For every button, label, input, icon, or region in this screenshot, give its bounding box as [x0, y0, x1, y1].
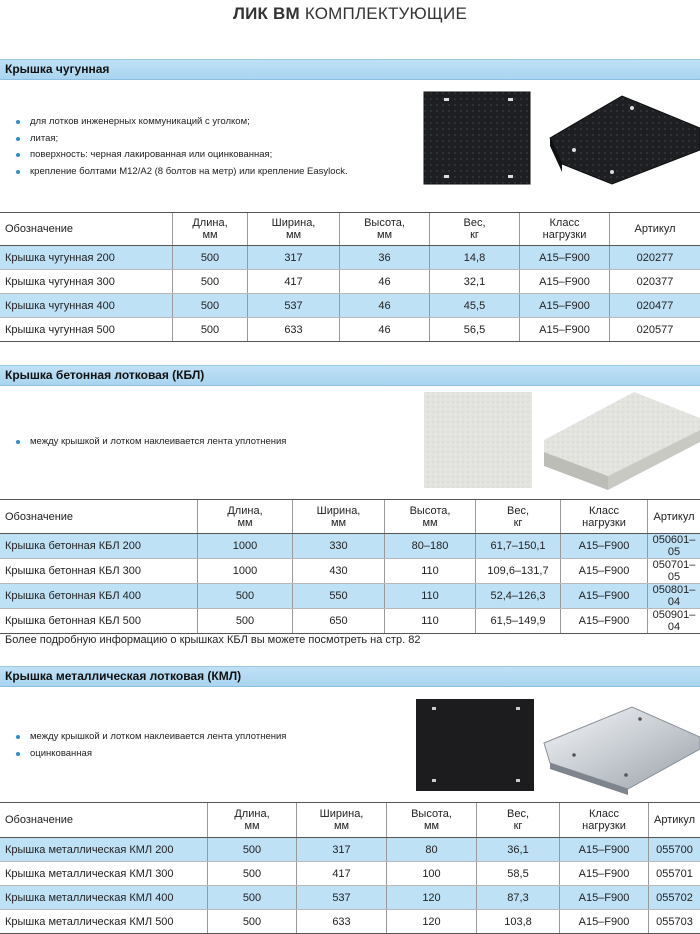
cell: 80 [387, 838, 477, 862]
cast-iron-cover-image [422, 90, 700, 186]
section-cast-iron-header [0, 59, 700, 80]
concrete-cover-image [422, 390, 700, 492]
cell: Крышка металлическая КМЛ 300 [0, 862, 208, 886]
col-header: Вес, кг [430, 213, 520, 246]
section-title: Крышка бетонная лотковая (КБЛ) [0, 365, 700, 386]
cell: 500 [208, 838, 297, 862]
cell: 330 [293, 534, 385, 559]
cell: 110 [385, 559, 476, 584]
cell: A15–F900 [520, 318, 610, 342]
col-header: Обозначение [0, 803, 208, 838]
cell: 500 [173, 246, 248, 270]
cell: 58,5 [477, 862, 560, 886]
cell: 56,5 [430, 318, 520, 342]
cell: 050701–05 [648, 559, 700, 584]
cell: 46 [340, 318, 430, 342]
cell: Крышка чугунная 300 [0, 270, 173, 294]
table-row [0, 584, 700, 609]
cell: 500 [173, 318, 248, 342]
page-title [0, 4, 700, 24]
cell: 120 [387, 910, 477, 934]
section-title: Крышка металлическая лотковая (КМЛ) [0, 666, 700, 687]
cell: 055700 [649, 838, 700, 862]
section-title: Крышка чугунная [0, 59, 700, 80]
bullet-item: для лотков инженерных коммуникаций с уголком; [16, 114, 348, 131]
cell: 110 [385, 584, 476, 609]
cell: 500 [208, 910, 297, 934]
bullet-list-concrete [16, 434, 286, 451]
table-row [0, 534, 700, 559]
cell: 020377 [610, 270, 700, 294]
cell: 120 [387, 886, 477, 910]
cell: Крышка металлическая КМЛ 400 [0, 886, 208, 910]
cell: 537 [297, 886, 387, 910]
bullet-item: оцинкованная [16, 746, 286, 763]
cell: A15–F900 [561, 584, 648, 609]
table-row [0, 838, 700, 862]
col-header: Артикул [610, 213, 700, 246]
cell: A15–F900 [561, 534, 648, 559]
col-header: Ширина, мм [297, 803, 387, 838]
table-row [0, 559, 700, 584]
cell: Крышка чугунная 200 [0, 246, 173, 270]
cell: 500 [173, 294, 248, 318]
table-header-row [0, 500, 700, 534]
cell: 32,1 [430, 270, 520, 294]
cell: 61,7–150,1 [476, 534, 561, 559]
concrete-spec-table [0, 499, 700, 634]
table-row [0, 270, 700, 294]
cell: 110 [385, 609, 476, 634]
table-row [0, 886, 700, 910]
cell: 417 [248, 270, 340, 294]
col-header: Ширина, мм [293, 500, 385, 534]
cell: 550 [293, 584, 385, 609]
col-header: Длина, мм [198, 500, 293, 534]
cell: A15–F900 [560, 838, 649, 862]
cell: 36,1 [477, 838, 560, 862]
cell: 417 [297, 862, 387, 886]
col-header: Обозначение [0, 500, 198, 534]
kbl-info-note: Более подробную информацию о крышках КБЛ вы можете посмотреть на стр. 82 [5, 634, 421, 646]
table-header-row [0, 213, 700, 246]
cell: 45,5 [430, 294, 520, 318]
col-header: Высота, мм [385, 500, 476, 534]
table-row [0, 294, 700, 318]
cell: 020277 [610, 246, 700, 270]
col-header: Высота, мм [387, 803, 477, 838]
cell: 61,5–149,9 [476, 609, 561, 634]
col-header: Класс нагрузки [520, 213, 610, 246]
cell: 103,8 [477, 910, 560, 934]
cell: 317 [248, 246, 340, 270]
col-header: Высота, мм [340, 213, 430, 246]
bullet-item: крепление болтами М12/А2 (8 болтов на метр) или крепление Easylock. [16, 164, 348, 181]
cell: A15–F900 [520, 246, 610, 270]
cell: 46 [340, 294, 430, 318]
col-header: Класс нагрузки [560, 803, 649, 838]
bullet-item: поверхность: черная лакированная или оцинкованная; [16, 147, 348, 164]
table-header-row [0, 803, 700, 838]
page-title-brand: ЛИК ВМ [233, 4, 300, 23]
cell: Крышка бетонная КБЛ 400 [0, 584, 198, 609]
cell: 055703 [649, 910, 700, 934]
cell: 109,6–131,7 [476, 559, 561, 584]
cell: 500 [198, 609, 293, 634]
cell: 1000 [198, 559, 293, 584]
metal-cover-image [414, 697, 700, 797]
col-header: Вес, кг [477, 803, 560, 838]
cell: Крышка бетонная КБЛ 200 [0, 534, 198, 559]
cell: 050901–04 [648, 609, 700, 634]
cell: 100 [387, 862, 477, 886]
cell: 050801–04 [648, 584, 700, 609]
cell: 52,4–126,3 [476, 584, 561, 609]
col-header: Обозначение [0, 213, 173, 246]
table-row [0, 862, 700, 886]
col-header: Длина, мм [173, 213, 248, 246]
cell: A15–F900 [560, 910, 649, 934]
cell: 317 [297, 838, 387, 862]
metal-spec-table [0, 802, 700, 934]
cell: Крышка металлическая КМЛ 500 [0, 910, 208, 934]
col-header: Класс нагрузки [561, 500, 648, 534]
bullet-item: между крышкой и лотком наклеивается лента уплотнения [16, 729, 286, 746]
cell: Крышка чугунная 400 [0, 294, 173, 318]
col-header: Ширина, мм [248, 213, 340, 246]
cell: 36 [340, 246, 430, 270]
cell: A15–F900 [520, 294, 610, 318]
section-concrete-header [0, 365, 700, 386]
cell: A15–F900 [560, 862, 649, 886]
cell: 500 [208, 862, 297, 886]
cell: Крышка бетонная КБЛ 300 [0, 559, 198, 584]
cell: 020477 [610, 294, 700, 318]
cell: 1000 [198, 534, 293, 559]
cell: 537 [248, 294, 340, 318]
cell: 500 [198, 584, 293, 609]
cell: 87,3 [477, 886, 560, 910]
col-header: Длина, мм [208, 803, 297, 838]
cell: 14,8 [430, 246, 520, 270]
cell: 633 [297, 910, 387, 934]
cell: 020577 [610, 318, 700, 342]
cell: 500 [173, 270, 248, 294]
col-header: Артикул [649, 803, 700, 838]
col-header: Артикул [648, 500, 700, 534]
cell: 633 [248, 318, 340, 342]
col-header: Вес, кг [476, 500, 561, 534]
cell: A15–F900 [560, 886, 649, 910]
cast-iron-spec-table [0, 212, 700, 342]
cell: 46 [340, 270, 430, 294]
table-row [0, 246, 700, 270]
table-row [0, 910, 700, 934]
page-title-rest: КОМПЛЕКТУЮЩИЕ [304, 4, 467, 23]
table-row [0, 609, 700, 634]
cell: A15–F900 [561, 559, 648, 584]
cell: 430 [293, 559, 385, 584]
section-metal-header [0, 666, 700, 687]
cell: 055701 [649, 862, 700, 886]
cell: 80–180 [385, 534, 476, 559]
cell: 500 [208, 886, 297, 910]
bullet-item: между крышкой и лотком наклеивается лента уплотнения [16, 434, 286, 451]
table-row [0, 318, 700, 342]
bullet-list-metal [16, 729, 286, 762]
cell: A15–F900 [520, 270, 610, 294]
cell: Крышка металлическая КМЛ 200 [0, 838, 208, 862]
cell: A15–F900 [561, 609, 648, 634]
cell: 050601–05 [648, 534, 700, 559]
bullet-list-cast-iron [16, 114, 348, 180]
cell: 650 [293, 609, 385, 634]
bullet-item: литая; [16, 131, 348, 148]
cell: Крышка бетонная КБЛ 500 [0, 609, 198, 634]
cell: 055702 [649, 886, 700, 910]
cell: Крышка чугунная 500 [0, 318, 173, 342]
